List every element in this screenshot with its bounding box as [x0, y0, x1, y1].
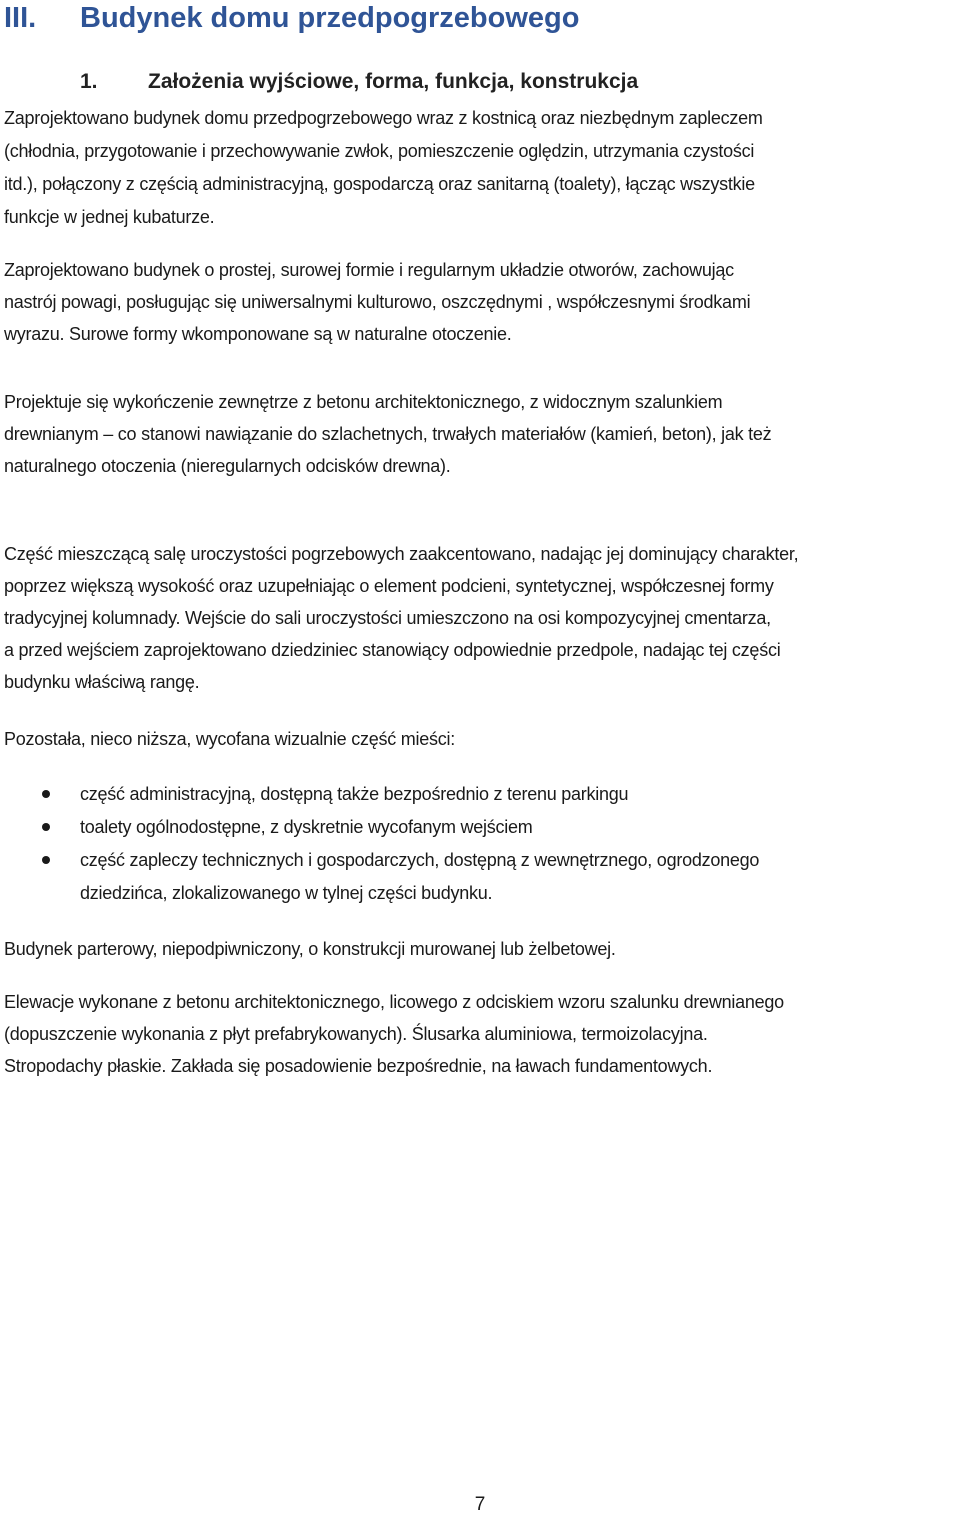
paragraph-remaining-part: Pozostała, nieco niższa, wycofana wizualnie część mieści: [4, 729, 455, 749]
section-title: Założenia wyjściowe, forma, funkcja, konstrukcja [148, 70, 639, 93]
chapter-heading [4, 0, 579, 36]
paragraph-structure: Budynek parterowy, niepodpiwniczony, o konstrukcji murowanej lub żelbetowej. [4, 939, 616, 959]
chapter-number: III. [4, 2, 37, 34]
list-item [0, 811, 960, 844]
list-item [0, 844, 960, 910]
chapter-title: Budynek domu przedpogrzebowego [80, 2, 580, 34]
paragraph-elevations: Elewacje wykonane z betonu architektonicznego, licowego z odciskiem wzoru szalunku drewnianego (dopuszczenie wykonania z płyt prefabrykowanych). Ślusarka aluminiowa, termoizolacyjna. Stropodachy płaskie. Zakłada się posadowienie bezpośrednie, na ławach fundamentowych. [4, 992, 784, 1076]
list-item [0, 778, 960, 811]
bullet-list [0, 778, 960, 910]
section-number: 1. [80, 70, 98, 93]
bullet-icon [42, 790, 50, 798]
paragraph-ceremony-hall: Część mieszczącą salę uroczystości pogrzebowych zaakcentowano, nadając jej dominujący charakter, poprzez większą wysokość oraz uzupełniając o element podcieni, syntetycznej, współczesnej formy tradycyjnej kolumnady. Wejście do sali uroczystości umieszczono na osi kompozycyjnej cmentarza, a przed wejściem zaprojektowano dziedziniec stanowiący odpowiednie przedpole, nadając tej części budynku właściwą rangę. [4, 544, 799, 692]
paragraph-form: Zaprojektowano budynek o prostej, surowej formie i regularnym układzie otworów, zachowując nastrój powagi, posługując się uniwersalnymi kulturowo, oszczędnymi , współczesnymi środkami wyrazu. Surowe formy wkomponowane są w naturalne otoczenie. [4, 260, 751, 344]
list-item-text: toalety ogólnodostępne, z dyskretnie wycofanym wejściem [80, 817, 533, 837]
page-number: 7 [474, 1494, 486, 1515]
list-item-text: część administracyjną, dostępną także bezpośrednio z terenu parkingu [80, 784, 629, 804]
paragraph-finish: Projektuje się wykończenie zewnętrze z betonu architektonicznego, z widocznym szalunkiem drewnianym – co stanowi nawiązanie do szlachetnych, trwałych materiałów (kamień, beton), jak też naturalnego otoczenia (nieregularnych odcisków drewna). [4, 392, 772, 476]
paragraph-intro: Zaprojektowano budynek domu przedpogrzebowego wraz z kostnicą oraz niezbędnym zapleczem (chłodnia, przygotowanie i przechowywanie zwłok, pomieszczenie oględzin, utrzymania czystości itd.), połączony z częścią administracyjną, gospodarczą oraz sanitarną (toalety), łącząc wszystkie funkcje w jednej kubaturze. [4, 108, 763, 227]
list-item-text: część zapleczy technicznych i gospodarczych, dostępną z wewnętrznego, ogrodzonego dziedzińca, zlokalizowanego w tylnej części budynku. [80, 850, 760, 903]
bullet-icon [42, 823, 50, 831]
bullet-icon [42, 856, 50, 864]
section-heading [80, 67, 638, 97]
